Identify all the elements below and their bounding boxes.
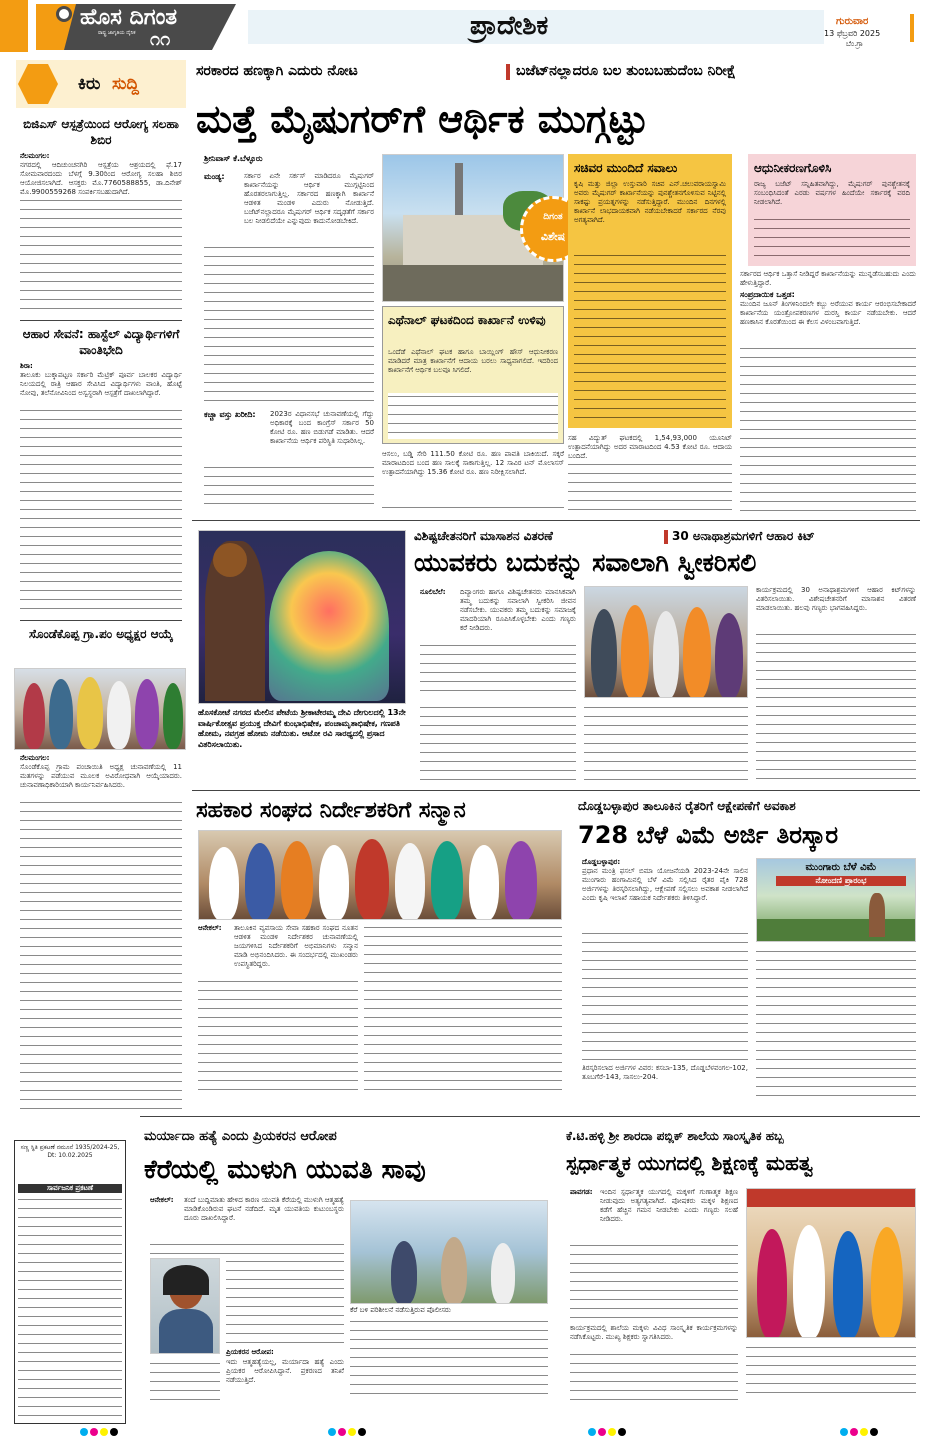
lake-caption: ಕೆರೆ ಬಳಿ ಪರಿಶೀಲನೆ ನಡೆಸುತ್ತಿರುವ ಪೊಲೀಸರು bbox=[350, 1306, 451, 1314]
issue-date: 13 ಫೆಬ್ರವರಿ 2025 bbox=[824, 29, 881, 38]
ethanol-body-cont bbox=[388, 393, 558, 439]
stamp-bottom: ವಿಶೇಷ bbox=[540, 230, 566, 243]
corner-tab-left bbox=[0, 0, 28, 52]
lead-kicker-left: ಸರಕಾರದ ಹಣಕ್ಕಾಗಿ ಎದುರು ನೋಟ bbox=[196, 63, 358, 79]
school-kicker: ಕೆ.ಟಿ.ಹಳ್ಳಿ ಶ್ರೀ ಶಾರದಾ ಪಬ್ಲಿಕ್ ಶಾಲೆಯ ಸಾಂಸ್ಕೃತಿಕ ಹಬ್ಬ bbox=[566, 1129, 784, 1143]
coop-body-cont bbox=[198, 978, 358, 1096]
modernize-body-cont bbox=[754, 216, 910, 262]
logo-icon bbox=[56, 6, 72, 22]
divider bbox=[20, 620, 182, 621]
lead-body3: ಆಸಲು, ಬಡ್ಡಿ ಸೇರಿ 111.50 ಕೋಟಿ ರೂ. ಹಣ ಪಾವತಿ ಬಾಕಿಯಿದೆ. ಸಕ್ಕರೆ ಮಾರಾಟದಿಂದ ಬಂದ ಹಣ ಸಾಲಕ್ಕೆ ಸಾಕಾಗುತ್ತಿಲ್ಲ. 12 ಸಾವಿರ ಟನ್ ಮೊಲಾಸಸ್ ಉತ್ಪಾದನೆಯಾಗಿದ್ದು 15.36 ಕೋಟಿ ರೂ. ಹಣ ನಿರೀಕ್ಷಿಸಲಾಗಿದೆ. bbox=[382, 450, 564, 476]
honor-body2: ಇದು ಆತ್ಮಹತ್ಯೆಯಲ್ಲ, ಮರ್ಯಾದಾ ಹತ್ಯೆ ಎಂದು ಪ್ರಿಯಕರ ಆರೋಪಿಸಿದ್ದಾನೆ. ಪ್ರಕರಣದ ತನಿಖೆ ನಡೆಯುತ್ತಿದೆ. bbox=[226, 1358, 344, 1384]
insurance-body-cont bbox=[582, 930, 748, 1060]
youth-body: ದಿವ್ಯಾಂಗರು ಹಾಗೂ ವಿಶಿಷ್ಟಚೇತನರು ಮಾನಸಿಕವಾಗಿ ತಮ್ಮ ಬದುಕನ್ನು ಸವಾಲಾಗಿ ಸ್ವೀಕರಿಸಿ ಜೀವನ ನಡೆಸಬೇಕು. ಯುವಕರು ತಮ್ಮ ಬದುಕನ್ನು ಸಮಾಜಕ್ಕೆ ಮಾದರಿಯಾಗಿ ರೂಪಿಸಿಕೊಳ್ಳಬೇಕು ಎಂದು ಗಣ್ಯರು ಕರೆ ನೀಡಿದರು. bbox=[460, 588, 576, 632]
youth-photo bbox=[584, 586, 748, 698]
paper-name: ಹೊಸ ದಿಗಂತ bbox=[80, 5, 178, 30]
youth-dateline: ನೂಲಿಬೆಲೆ: bbox=[420, 588, 446, 596]
registration-mark bbox=[598, 1428, 606, 1436]
youth-kicker-right: 30 ಅನಾಥಾಶ್ರಮಗಳಿಗೆ ಆಹಾರ ಕಿಟ್ bbox=[672, 529, 815, 543]
kicker-separator bbox=[664, 530, 668, 544]
honor-kicker: ಮರ್ಯಾದಾ ಹತ್ಯೆ ಎಂದು ಪ್ರಿಯಕರನ ಆರೋಪ bbox=[144, 1129, 337, 1144]
masthead bbox=[0, 0, 945, 52]
lead-body: ಸರ್ಕಾರ ಏನೇ ಸರ್ಕಸ್ ಮಾಡಿದರೂ ಮೈಷುಗರ್ ಕಾರ್ಖಾನೆಯನ್ನು ಆರ್ಥಿಕ ಮುಗ್ಗಟ್ಟಿನಿಂದ ಹೊರತರಲಾಗುತ್ತಿಲ್ಲ. ಸರ್ಕಾರದ ಹಣಕ್ಕಾಗಿ ಕಾರ್ಖಾನೆ ಆಡಳಿತ ಮಂಡಳಿ ಎದುರು ನೋಡುತ್ತಿದೆ. ಬಜೆಟ್‌ನಲ್ಲಾದರೂ ಮೈಷುಗರ್ ಆರ್ಥಿಕ ಸದೃಢತೆಗೆ ಸರ್ಕಾರ ಬಲ ನೀಡಲಿದೆಯೇ ಎನ್ನುವುದು ಕಾದುನೋಡಬೇಕಿದೆ. bbox=[244, 172, 374, 225]
graphic-line2: ನೋಂದಣಿ ಪ್ರಾರಂಭ bbox=[776, 876, 906, 886]
temple-caption: ಹೊಸಕೋಟೆ ನಗರದ ಮೇಲಿನ ಪೇಟೆಯ ಶ್ರೀಕಾಟೇರಮ್ಮ ದೇವಿ ದೇಗುಲದಲ್ಲಿ 13ನೇ ವಾರ್ಷಿಕೋತ್ಸವ ಪ್ರಯುಕ್ತ ದೇವಿಗೆ ಕುಂಭಾಭಿಷೇಕ, ಪಂಚಾಮೃತಾಭಿಷೇಕ, ಗಣಪತಿ ಹೋಮ, ನವಗ್ರಹ ಹೋಮ ನಡೆಯಿತು. ಆಟೋ ರವಿ ಸಾರಥ್ಯದಲ್ಲಿ ಪ್ರಸಾದ ವಿತರಿಸಲಾಯಿತು. bbox=[198, 708, 406, 749]
honor-subhead: ಪ್ರಿಯಕರನ ಆರೋಪ: bbox=[226, 1348, 274, 1356]
honor-body2-cont bbox=[226, 1258, 344, 1344]
registration-mark bbox=[850, 1428, 858, 1436]
brand-prefix: ಕಿರು bbox=[78, 74, 101, 94]
youth-body2-cont bbox=[756, 631, 916, 781]
school-body: ಇಂದಿನ ಸ್ಪರ್ಧಾತ್ಮಕ ಯುಗದಲ್ಲಿ ಮಕ್ಕಳಿಗೆ ಗುಣಾತ್ಮಕ ಶಿಕ್ಷಣ ನೀಡುವುದು ಅತ್ಯಗತ್ಯವಾಗಿದೆ. ಪೋಷಕರು ಮಕ್ಕಳ ಶಿಕ್ಷಣದ ಕಡೆಗೆ ಹೆಚ್ಚಿನ ಗಮನ ನೀಡಬೇಕು ಎಂದು ಗಣ್ಯರು ಸಲಹೆ ನೀಡಿದರು. bbox=[600, 1188, 738, 1223]
registration-mark bbox=[110, 1428, 118, 1436]
paper-tagline: ರಾಷ್ಟ್ರ ಜಾಗೃತಿಯ ದೈನಿಕ bbox=[98, 30, 136, 36]
sidebar-story2-body-cont bbox=[20, 407, 182, 617]
modernize-body: ರಾಜ್ಯ ಬಜೆಟ್ ಸನ್ನಿಹಿತವಾಗಿದ್ದು, ಮೈಷುಗರ್ ಪುನಶ್ಚೇತನಕ್ಕೆ ಸಂಬಂಧಿಸಿದಂತೆ ಎರಡು ವರ್ಷಗಳ ಹಿಂದೆಯೇ ಸರ್ಕಾರಕ್ಕೆ ವರದಿ ನೀಡಲಾಗಿದೆ. bbox=[754, 180, 910, 206]
divider bbox=[192, 520, 920, 521]
registration-mark bbox=[328, 1428, 336, 1436]
lead-body3-cont bbox=[382, 504, 564, 514]
challenge-body-cont bbox=[574, 252, 726, 422]
registration-mark bbox=[80, 1428, 88, 1436]
notice-body bbox=[18, 1196, 122, 1420]
ethanol-title: ಎಥೆನಾಲ್ ಘಟಕದಿಂದ ಕಾರ್ಖಾನೆ ಉಳಿವು bbox=[388, 313, 546, 327]
lead-subhead2: ಸಂಪ್ರದಾಯಿಕ ಒತ್ತಡ: bbox=[740, 290, 795, 299]
honor-dateline: ಆನೇಕಲ್: bbox=[150, 1196, 174, 1204]
insurance-dateline: ದೊಡ್ಡಬಳ್ಳಾಪುರ: bbox=[582, 858, 621, 866]
honor-body-cont bbox=[150, 1241, 344, 1257]
youth-body2: ಕಾರ್ಯಕ್ರಮದಲ್ಲಿ 30 ಅನಾಥಾಶ್ರಮಗಳಿಗೆ ಆಹಾರ ಕಿಟ್‌ಗಳನ್ನು ವಿತರಿಸಲಾಯಿತು. ವಿಶೇಷಚೇತನರಿಗೆ ಮಾಸಾಶನ ವಿತರಣೆ ಮಾಡಲಾಯಿತು. ಹಲವು ಗಣ್ಯರು ಭಾಗವಹಿಸಿದ್ದರು. bbox=[756, 586, 916, 612]
lead-body5-cont bbox=[740, 345, 916, 513]
registration-mark bbox=[840, 1428, 848, 1436]
school-dateline: ಪಾವಗಡ: bbox=[570, 1188, 593, 1196]
lead-body6-cont bbox=[568, 461, 732, 513]
honor-body3 bbox=[150, 1360, 220, 1400]
challenge-title: ಸಚಿವರ ಮುಂದಿದೆ ಸವಾಲು bbox=[574, 161, 678, 175]
lead-headline: ಮತ್ತೆ ಮೈಷುಗರ್‌ಗೆ ಆರ್ಥಿಕ ಮುಗ್ಗಟ್ಟು bbox=[196, 97, 649, 141]
registration-mark bbox=[358, 1428, 366, 1436]
insurance-headline: 728 ಬೆಳೆ ವಿಮೆ ಅರ್ಜಿ ತಿರಸ್ಕಾರ bbox=[578, 821, 839, 849]
registration-mark bbox=[348, 1428, 356, 1436]
registration-mark bbox=[608, 1428, 616, 1436]
school-body2: ಕಾರ್ಯಕ್ರಮದಲ್ಲಿ ಶಾಲೆಯ ಮಕ್ಕಳು ವಿವಿಧ ಸಾಂಸ್ಕೃತಿಕ ಕಾರ್ಯಕ್ರಮಗಳನ್ನು ನಡೆಸಿಕೊಟ್ಟರು. ಮುಖ್ಯ ಶಿಕ್ಷಕರು ಸ್ವಾಗತಿಸಿದರು. bbox=[570, 1324, 738, 1341]
lead-body2-cont bbox=[204, 464, 374, 510]
temple-photo bbox=[198, 530, 406, 704]
youth-body-cont bbox=[420, 642, 576, 698]
lead-body6: ಸಹ ವಿದ್ಯುತ್ ಘಟಕದಲ್ಲಿ 1,54,93,000 ಯೂನಿಟ್ ಉತ್ಪಾದನೆಯಾಗಿದ್ದು ಅದರ ಮಾರಾಟದಿಂದ 4.53 ಕೋಟಿ ರೂ. ಆದಾಯ ಬಂದಿದೆ. bbox=[568, 434, 732, 460]
coop-body-cont-2 bbox=[364, 924, 562, 1096]
sidebar-story1-title: ಬಿಜಿಎಸ್ ಆಸ್ಪತ್ರೆಯಿಂದ ಆರೋಗ್ಯ ಸಲಹಾ ಶಿಬಿರ bbox=[23, 117, 179, 147]
registration-mark bbox=[588, 1428, 596, 1436]
stamp-top: ದಿಗಂತ bbox=[543, 212, 563, 222]
registration-mark bbox=[100, 1428, 108, 1436]
insurance-body: ಪ್ರಧಾನ ಮಂತ್ರಿ ಫಸಲ್ ಬಿಮಾ ಯೋಜನೆಯಡಿ 2023-24ನೇ ಸಾಲಿನ ಮುಂಗಾರು ಹಂಗಾಮಿನಲ್ಲಿ ಬೆಳೆ ವಿಮೆ ಸಲ್ಲಿಸಿದ ರೈತರ ಪೈಕಿ 728 ಅರ್ಜಿಗಳನ್ನು ತಿರಸ್ಕರಿಸಲಾಗಿದ್ದು, ಆಕ್ಷೇಪಣೆ ಸಲ್ಲಿಸಲು ಅವಕಾಶ ನೀಡಲಾಗಿದೆ ಎಂದು ಕೃಷಿ ಇಲಾಖೆ ಸಹಾಯಕ ನಿರ್ದೇಶಕರು ತಿಳಿಸಿದ್ದಾರೆ. bbox=[582, 867, 748, 902]
sidebar-story1-dateline: ನೆಲಮಂಗಲ: bbox=[20, 152, 50, 160]
coop-headline: ಸಹಕಾರ ಸಂಘದ ನಿರ್ದೇಶಕರಿಗೆ ಸನ್ಮಾನ bbox=[196, 798, 466, 823]
challenge-body: ಕೃಷಿ ಮತ್ತು ಜಿಲ್ಲಾ ಉಸ್ತುವಾರಿ ಸಚಿವ ಎನ್.ಚಲುವರಾಯಸ್ವಾಮಿ ಅವರು ಮೈಷುಗರ್ ಕಾರ್ಖಾನೆಯನ್ನು ಪುನಶ್ಚೇತನಗೊಳಿಸುವ ನಿಟ್ಟಿನಲ್ಲಿ ಸಾಕಷ್ಟು ಪ್ರಯತ್ನಗಳನ್ನು ನಡೆಸುತ್ತಿದ್ದಾರೆ. ಮುಂದಿನ ದಿನಗಳಲ್ಲಿ ಕಾರ್ಖಾನೆ ಲಾಭದಾಯಕವಾಗಿ ನಡೆಯಬೇಕಾದರೆ ಸರ್ಕಾರದ ನೆರವು ಅಗತ್ಯವಾಗಿದೆ. bbox=[574, 180, 726, 224]
notice-title: ಸಾರ್ವಜನಿಕ ಪ್ರಕಟಣೆ bbox=[18, 1184, 122, 1193]
date-accent-bar bbox=[910, 14, 914, 42]
coop-photo bbox=[198, 830, 562, 920]
modernize-title: ಆಧುನೀಕರಣಗೊಳಿಸಿ bbox=[754, 161, 832, 175]
lake-photo bbox=[350, 1200, 548, 1304]
sidebar-story2-title: ಆಹಾರ ಸೇವನೆ: ಹಾಸ್ಟೆಲ್ ವಿದ್ಯಾರ್ಥಿಗಳಿಗೆ ವಾಂತಿಭೇದಿ bbox=[22, 327, 180, 357]
lead-subhead: ಕಚ್ಚಾ ವಸ್ತು ಖರೀದಿ: bbox=[204, 410, 256, 419]
honor-body4 bbox=[350, 1318, 548, 1400]
lead-kicker-right: ಬಜೆಟ್‌ನಲ್ಲಾದರೂ ಬಲ ತುಂಬಬಹುದೆಂಬ ನಿರೀಕ್ಷೆ bbox=[516, 63, 736, 79]
youth-body4 bbox=[584, 704, 748, 782]
registration-mark bbox=[90, 1428, 98, 1436]
school-body-cont bbox=[570, 1242, 738, 1320]
honor-headline: ಕೆರೆಯಲ್ಲಿ ಮುಳುಗಿ ಯುವತಿ ಸಾವು bbox=[144, 1155, 426, 1185]
sidebar-story1-body: ನಗರದಲ್ಲಿ ಆದಿಚುಂಚನಗಿರಿ ಆಸ್ಪತ್ರೆಯ ಆಶ್ರಯದಲ್ಲಿ ಫೆ.17 ಸೋಮವಾರದಂದು ಬೆಳಗ್ಗೆ 9.30ರಿಂದ ಆರೋಗ್ಯ ಸಲಹಾ ಶಿಬಿರ ಆಯೋಜಿಸಲಾಗಿದೆ. ಆಸಕ್ತರು ಮೊ.7760588855, ಡಾ.ದಿನೇಶ್ ಮೊ.9900559268 ಸಂಪರ್ಕಿಸಬಹುದಾಗಿದೆ. bbox=[20, 161, 182, 196]
divider bbox=[140, 1116, 920, 1117]
youth-headline: ಯುವಕರು ಬದುಕನ್ನು ಸವಾಲಾಗಿ ಸ್ವೀಕರಿಸಲಿ bbox=[414, 548, 757, 577]
school-headline: ಸ್ಪರ್ಧಾತ್ಮಕ ಯುಗದಲ್ಲಿ ಶಿಕ್ಷಣಕ್ಕೆ ಮಹತ್ವ bbox=[566, 1151, 814, 1175]
registration-mark bbox=[338, 1428, 346, 1436]
registration-mark bbox=[618, 1428, 626, 1436]
coop-body: ತಾಲೂಕಿನ ವ್ಯವಸಾಯ ಸೇವಾ ಸಹಕಾರ ಸಂಘದ ನೂತನ ಆಡಳಿತ ಮಂಡಳಿ ನಿರ್ದೇಶಕರ ಚುನಾವಣೆಯಲ್ಲಿ ಜಯಗಳಿಸಿದ ನಿರ್ದೇಶಕರಿಗೆ ಅಭಿಮಾನಿಗಳು ಸನ್ಮಾನ ಮಾಡಿ ಅಭಿನಂದಿಸಿದರು. ಈ ಸಂದರ್ಭದಲ್ಲಿ ಮುಖಂಡರು ಉಪಸ್ಥಿತರಿದ್ದರು. bbox=[234, 924, 358, 968]
coop-dateline: ಆನೇಕಲ್: bbox=[198, 924, 222, 932]
edition-name: ಬೆಂ.ಗ್ರಾ bbox=[846, 40, 863, 48]
school-photo bbox=[746, 1188, 916, 1338]
notice-text: ಸಣ್ಣ ಸ್ಥಿತಿ ಪ್ರಕಟಣೆ ನಮೂನೆ 1935/2024-25, Dt: 10.02.2025 bbox=[20, 1144, 120, 1159]
brand-suffix: ಸುದ್ದಿ bbox=[112, 74, 139, 94]
sidebar-story2-dateline: ಶಿರಾ: bbox=[20, 362, 33, 370]
divider bbox=[20, 320, 182, 321]
youth-body3 bbox=[420, 704, 576, 782]
issue-day: ಗುರುವಾರ bbox=[836, 16, 869, 27]
insurance-body3 bbox=[756, 948, 916, 1096]
sidebar-story3-body: ಸೊಂಡೆಕೊಪ್ಪ ಗ್ರಾಮ ಪಂಚಾಯಿತಿ ಅಧ್ಯಕ್ಷ ಚುನಾವಣೆಯಲ್ಲಿ 11 ಮತಗಳನ್ನು ಪಡೆಯುವ ಮೂಲಕ ಅವಿರೋಧವಾಗಿ ಆಯ್ಕೆಯಾದರು. ಚುನಾವಣಾಧಿಕಾರಿಯಾಗಿ ಕಾರ್ಯನಿರ್ವಹಿಸಿದರು. bbox=[20, 763, 182, 789]
honor-body: ತಂದೆ ಬುದ್ದಿಮಾತು ಹೇಳಿದ ಕಾರಣ ಯುವತಿ ಕೆರೆಯಲ್ಲಿ ಮುಳುಗಿ ಆತ್ಮಹತ್ಯೆ ಮಾಡಿಕೊಂಡಿರುವ ಘಟನೆ ನಡೆದಿದೆ. ಮೃತ ಯುವತಿಯ ಕುಟುಂಬಸ್ಥರು ದೂರು ದಾಖಲಿಸಿದ್ದಾರೆ. bbox=[184, 1196, 344, 1222]
sidebar-story2-body: ತಾಲೂಕು ಬುಕ್ಕಾಪಟ್ಟಣ ಸರ್ಕಾರಿ ಮೆಟ್ರಿಕ್ ಪೂರ್ವ ಬಾಲಕರ ವಿದ್ಯಾರ್ಥಿ ನಿಲಯದಲ್ಲಿ ರಾತ್ರಿ ಆಹಾರ ಸೇವಿಸಿದ ವಿದ್ಯಾರ್ಥಿಗಳು ವಾಂತಿ, ಹೊಟ್ಟೆ ನೋವು, ತಲೆನೋವಿನಿಂದ ಅಸ್ವಸ್ಥರಾಗಿ ಆಸ್ಪತ್ರೆಗೆ ದಾಖಲಾಗಿದ್ದಾರೆ. bbox=[20, 371, 182, 397]
lead-dateline: ಮಂಡ್ಯ: bbox=[204, 172, 225, 181]
registration-mark bbox=[870, 1428, 878, 1436]
sidebar-story3-dateline: ನೆಲಮಂಗಲ: bbox=[20, 754, 50, 762]
lead-body2: 2023ರ ವಿಧಾನಸಭೆ ಚುನಾವಣೆಯಲ್ಲಿ ಗೆದ್ದು ಅಧಿಕಾರಕ್ಕೆ ಬಂದ ಕಾಂಗ್ರೆಸ್ ಸರ್ಕಾರ 50 ಕೋಟಿ ರೂ. ಹಣ ಬಿಡುಗಡೆ ಮಾಡಿತು. ಆದರೆ ಕಾರ್ಖಾನೆಯ ಆರ್ಥಿಕ ಪರಿಸ್ಥಿತಿ ಸುಧಾರಿಸಿಲ್ಲ. bbox=[270, 410, 374, 445]
registration-mark bbox=[860, 1428, 868, 1436]
section-title: ಪ್ರಾದೇಶಿಕ bbox=[470, 11, 549, 41]
victim-photo bbox=[150, 1258, 220, 1354]
sondekoppa-photo bbox=[14, 668, 186, 750]
graphic-line1: ಮುಂಗಾರು ಬೆಳೆ ವಿಮೆ bbox=[805, 862, 877, 873]
lead-body5: ಮುಂದಿನ ಜೂನ್ ತಿಂಗಳಿನಿಂದಲೇ ಕಬ್ಬು ಅರೆಯುವ ಕಾರ್ಯ ಆರಂಭಿಸಬೇಕಾದರೆ ಕಾರ್ಖಾನೆಯ ಯಂತ್ರೋಪಕರಣಗಳ ದುರಸ್ತಿ ಕಾರ್ಯ ನಡೆಯಬೇಕು. ಆದರೆ ಹಣಕಾಸಿನ ಕೊರತೆಯಿಂದ ಈ ಕೆಲಸ ವಿಳಂಬವಾಗುತ್ತಿದೆ. bbox=[740, 300, 916, 326]
sidebar-story3-title: ಸೊಂಡೆಕೊಪ್ಪ ಗ್ರಾ.ಪಂ ಅಧ್ಯಕ್ಷರ ಆಯ್ಕೆ bbox=[28, 627, 174, 641]
sidebar-story3-body-cont bbox=[20, 799, 182, 1109]
insurance-body2: ತಿರಸ್ಕರಿಸಲಾದ ಅರ್ಜಿಗಳ ವಿವರ: ಕಸಬಾ-135, ದೊಡ್ಡಬೆಳವಂಗಲ-102, ತೂಬಗೆರೆ-143, ಸಾಸಲು-204. bbox=[582, 1064, 748, 1081]
divider bbox=[192, 790, 920, 791]
lead-body-cont bbox=[204, 244, 374, 404]
lead-byline: ಶ್ರೀನಿವಾಸ್ ಕೆ.ಬೆಳ್ಳೂರು bbox=[204, 154, 263, 163]
school-body3 bbox=[746, 1344, 916, 1400]
lead-body4: ಸರ್ಕಾರದ ಆರ್ಥಿಕ ಒತ್ತಾಸೆ ನೀಡಿದ್ದರೆ ಕಾರ್ಖಾನೆಯನ್ನು ಮುನ್ನಡೆಸಬಹುದು ಎಂದು ಹೇಳುತ್ತಿದ್ದಾರೆ. bbox=[740, 270, 916, 287]
insurance-kicker: ದೊಡ್ಡಬಳ್ಳಾಪುರ ತಾಲೂಕಿನ ರೈತರಿಗೆ ಆಕ್ಷೇಪಣೆಗೆ ಅವಕಾಶ bbox=[578, 799, 796, 813]
youth-kicker-left: ವಿಶಿಷ್ಟಚೇತನರಿಗೆ ಮಾಸಾಶನ ವಿತರಣೆ bbox=[414, 529, 553, 543]
sidebar-story1-body-cont bbox=[20, 197, 182, 317]
kicker-separator bbox=[506, 64, 510, 80]
page-number: ೧೧ bbox=[150, 29, 171, 50]
ethanol-body: ಒಂದೆಡೆ ಎಥೆನಾಲ್ ಘಟಕ ಹಾಗೂ ಬಾಯ್ಲಿಂಗ್ ಹೌಸ್ ಆಧುನೀಕರಣ ಮಾಡಿದರೆ ಮಾತ್ರ ಕಾರ್ಖಾನೆಗೆ ಆದಾಯ ಬರಲು ಸಾಧ್ಯವಾಗಲಿದೆ. ಇದರಿಂದ ಕಾರ್ಖಾನೆಗೆ ಆರ್ಥಿಕ ಬಲವೂ ಸಿಗಲಿದೆ. bbox=[388, 348, 558, 374]
school-body2-cont bbox=[570, 1351, 738, 1401]
